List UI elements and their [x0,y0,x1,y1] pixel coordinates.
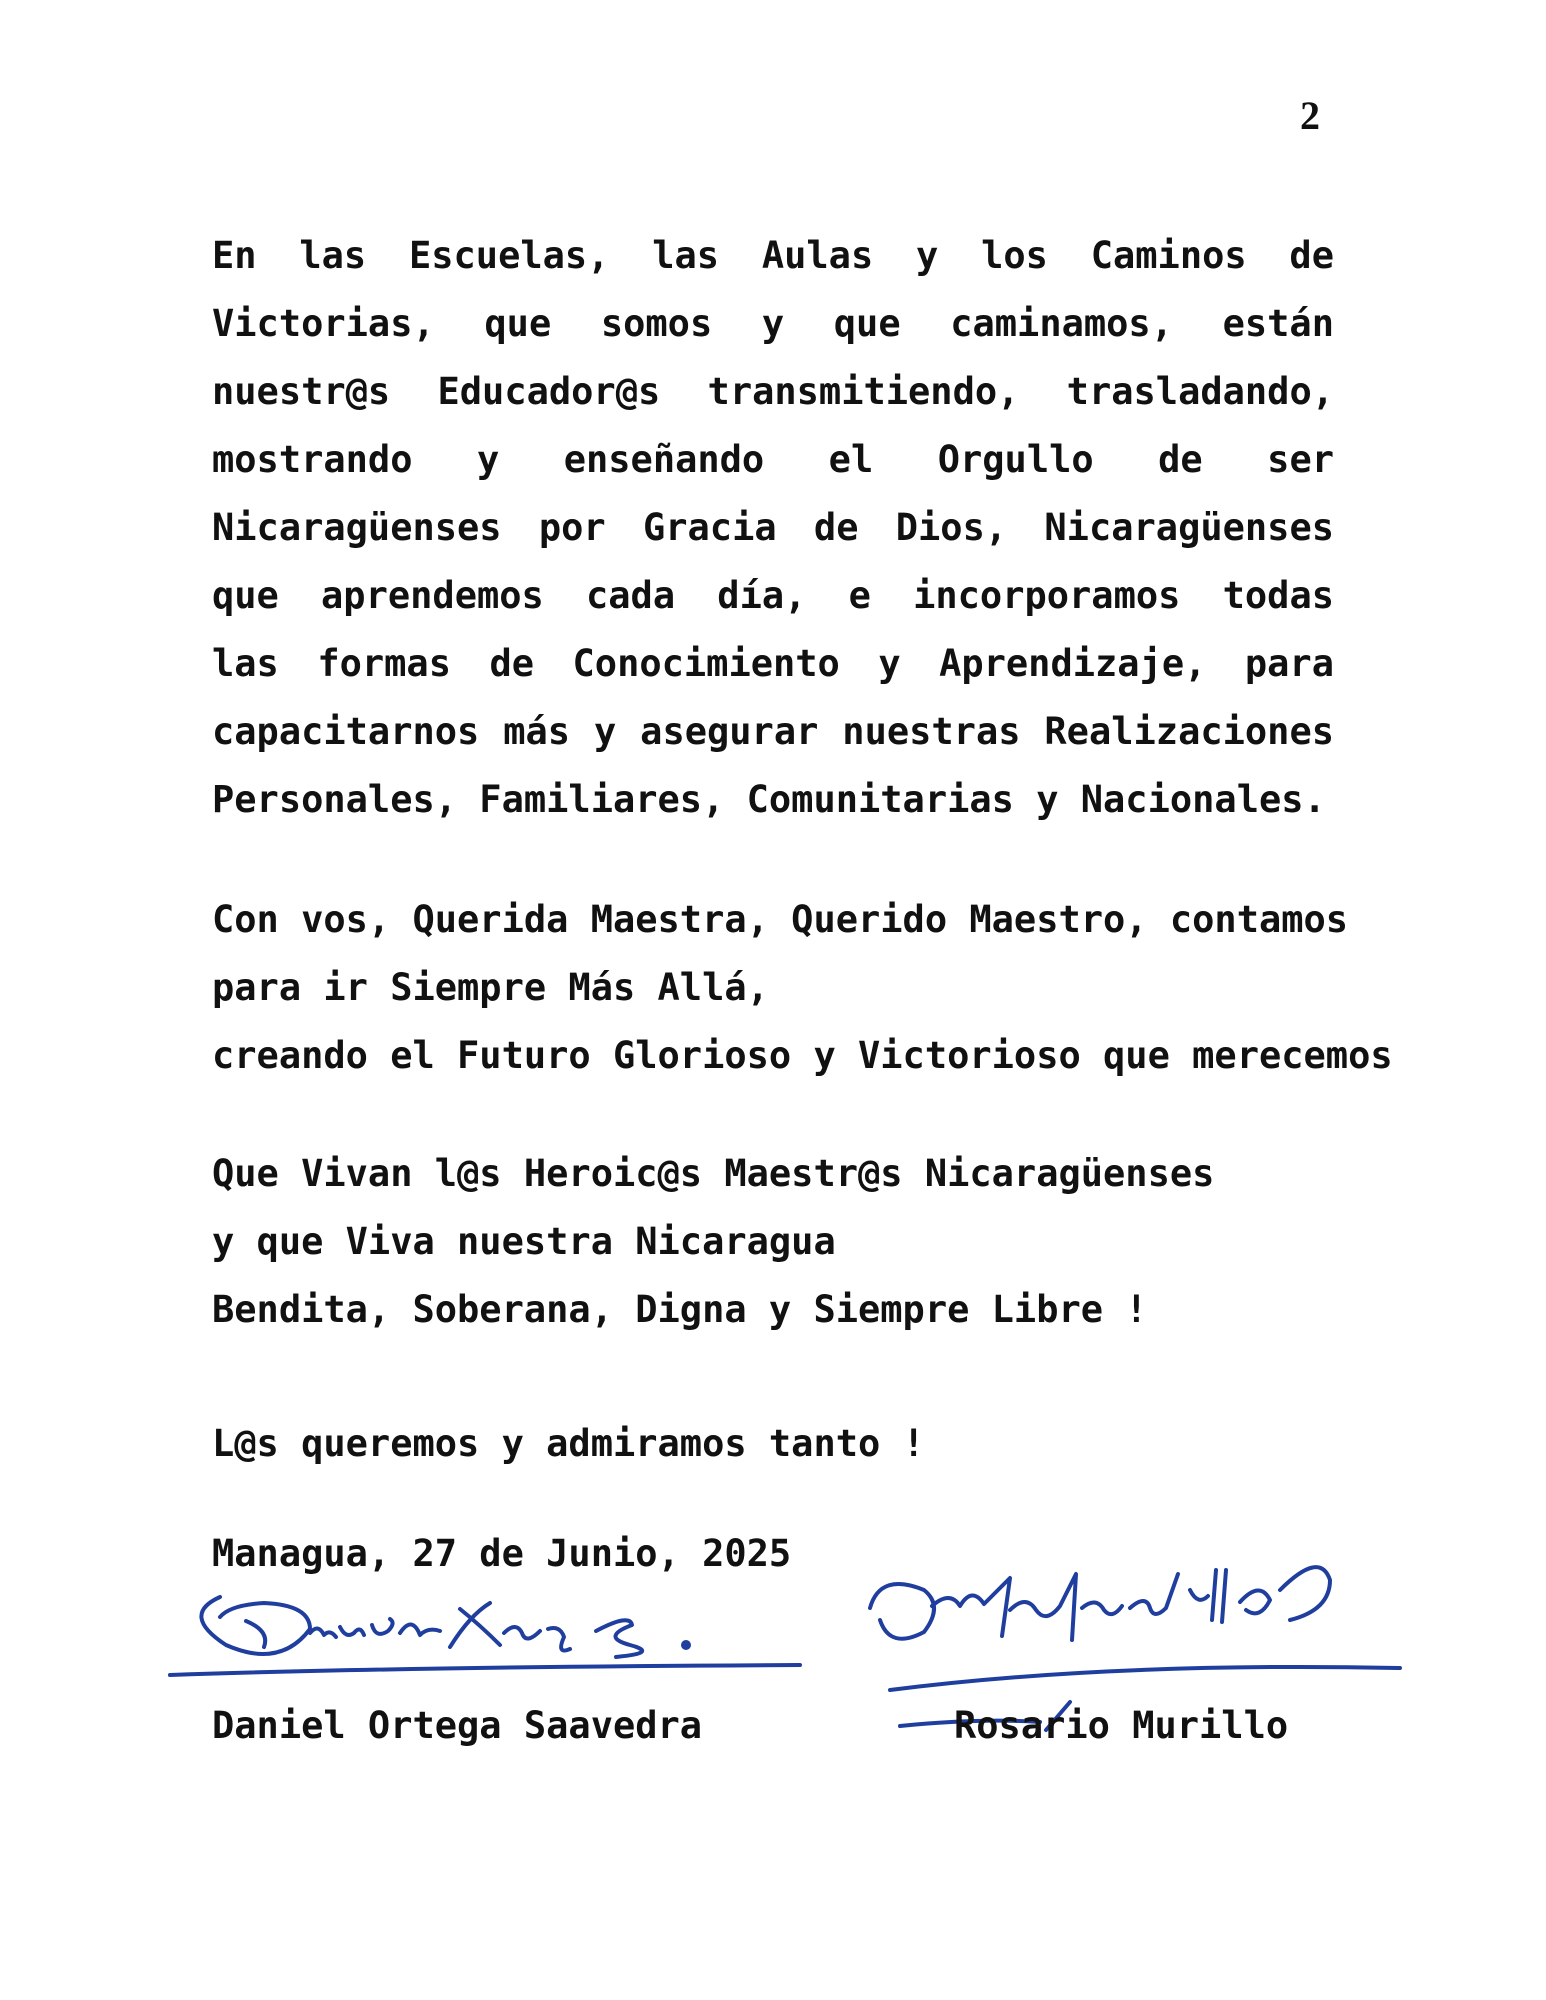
signatory-name-rosario: Rosario Murillo [954,1704,1289,1747]
paragraph-line: que aprendemos cada día, e incorporamos todas [212,574,1334,617]
paragraph-line: y que Viva nuestra Nicaragua [212,1220,836,1263]
paragraph-viva [212,1140,1334,1344]
place-and-date: Managua, 27 de Junio, 2025 [212,1532,792,1575]
paragraph-teachers [212,886,1393,1090]
paragraph-line: Con vos, Querida Maestra, Querido Maestro, contamos [212,898,1349,941]
paragraph-line: mostrando y enseñando el Orgullo de ser [212,438,1334,481]
page-number: 2 [1300,93,1320,138]
paragraph-line: capacitarnos más y asegurar nuestras Realizaciones [212,710,1334,753]
paragraph-line: En las Escuelas, las Aulas y los Caminos de [212,234,1334,277]
signatory-name-daniel: Daniel Ortega Saavedra [212,1704,703,1747]
paragraph-line: creando el Futuro Glorioso y Victorioso que merecemos [212,1034,1393,1077]
signature-daniel-ortega [160,1585,820,1695]
paragraph-closing [212,1410,1334,1478]
paragraph-line: nuestr@s Educador@s transmitiendo, trasladando, [212,370,1334,413]
paragraph-line: Que Vivan l@s Heroic@s Maestr@s Nicaragüenses [212,1152,1215,1195]
paragraph-educators [212,222,1334,834]
paragraph-line: Nicaragüenses por Gracia de Dios, Nicaragüenses [212,506,1334,549]
paragraph-line: L@s queremos y admiramos tanto ! [212,1422,925,1465]
paragraph-line: para ir Siempre Más Allá, [212,966,769,1009]
paragraph-line: Bendita, Soberana, Digna y Siempre Libre ! [212,1288,1148,1331]
paragraph-line: las formas de Conocimiento y Aprendizaje, para [212,642,1334,685]
paragraph-line: Personales, Familiares, Comunitarias y Nacionales. [212,778,1326,821]
paragraph-line: Victorias, que somos y que caminamos, están [212,302,1334,345]
